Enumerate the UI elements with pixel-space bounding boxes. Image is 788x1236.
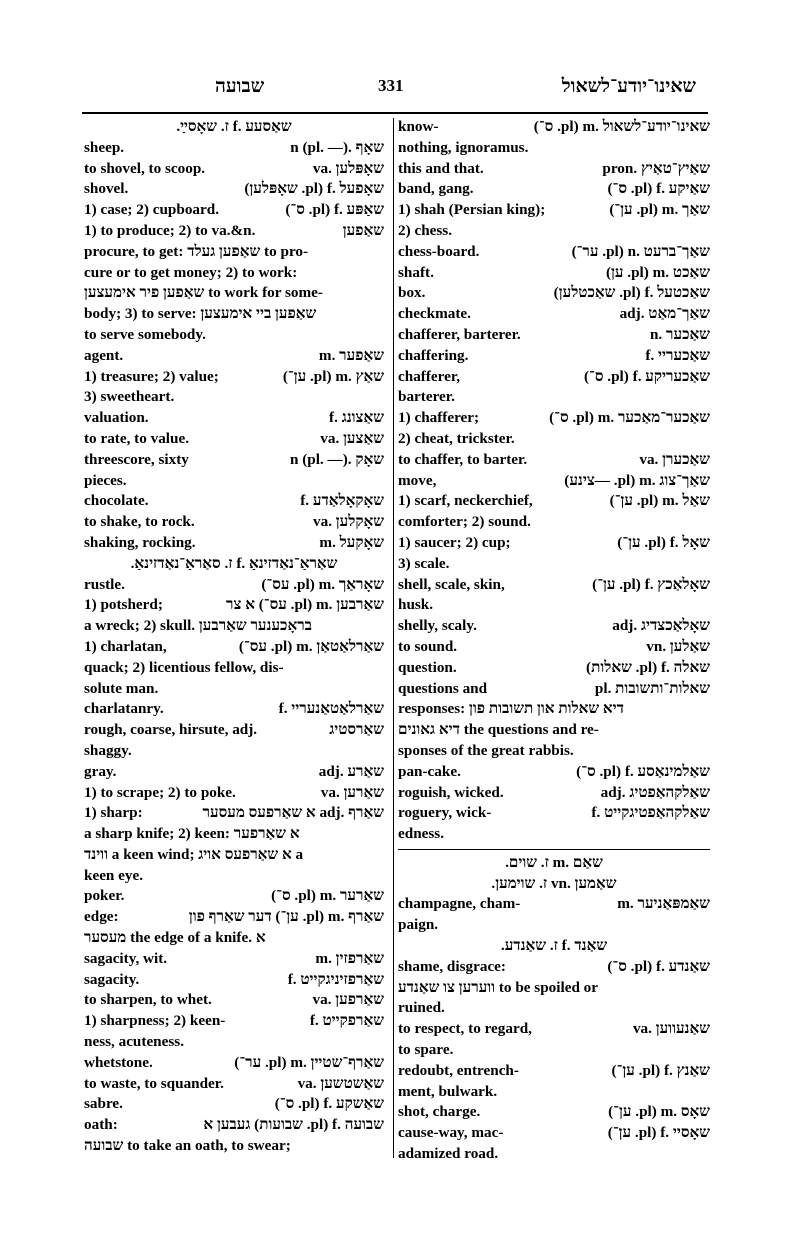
definition-continuation: שאַפען פיר אימעצען to work for some- [84, 284, 323, 302]
yiddish-headword: שאַרלאַטאַנעריי .f [278, 700, 384, 718]
section-separator [398, 849, 710, 850]
dictionary-line [398, 554, 710, 575]
yiddish-headword: שאַכעריקע .f (pl. ס־) [584, 367, 710, 385]
definition-continuation: keen eye. [84, 866, 144, 884]
english-definition: to waste, to squander. [84, 1074, 224, 1092]
english-definition: move, [398, 471, 437, 489]
dictionary-line [84, 741, 384, 762]
dictionary-line [84, 783, 384, 804]
english-definition: roguery, wick- [398, 804, 492, 822]
yiddish-headword: שאַצונג .f [329, 409, 384, 427]
definition-continuation: barterer. [398, 388, 455, 406]
english-definition: 1) treasure; 2) value; [84, 367, 219, 385]
definition-continuation: responses: דיא שאלות און תשובות פון [398, 700, 624, 718]
yiddish-headword: שאַל .m (pl. ען־) [609, 492, 710, 510]
definition-continuation: adamized road. [398, 1145, 499, 1163]
dictionary-line [398, 894, 710, 915]
yiddish-headword: שאַשקע .f (pl. ס־) [274, 1095, 384, 1113]
cross-reference-entry: שאַסעע .f ז. שאָסײַ. [176, 118, 292, 135]
dictionary-line [84, 866, 384, 887]
dictionary-line [84, 554, 384, 575]
dictionary-line [84, 1115, 384, 1136]
yiddish-headword: שאָף .n (pl. —) [290, 138, 384, 156]
dictionary-line [398, 936, 710, 957]
yiddish-headword: שאַרער .m (pl. ס־) [271, 887, 384, 905]
yiddish-headword: שאָקלען .va [313, 513, 384, 531]
dictionary-line [398, 915, 710, 936]
yiddish-headword: שאַך־ברעט .n (pl. ער־) [571, 242, 710, 260]
english-definition: to shake, to rock. [84, 513, 195, 531]
definition-continuation: a wreck; 2) skull. בראָכענער שאַרבען [84, 617, 312, 635]
yiddish-headword: שאַצען .va [320, 429, 384, 447]
english-definition: shell, scale, skin, [398, 575, 505, 593]
english-definition: 1) sharp: [84, 804, 143, 822]
english-definition: band, gang. [398, 180, 474, 198]
definition-continuation: nothing, ignoramus. [398, 138, 529, 156]
yiddish-headword: שאַלקהאַפטיג .adj [600, 783, 710, 801]
definition-continuation: מעסער the edge of a knife. א [84, 929, 266, 947]
yiddish-headword: שאַרע .adj [318, 762, 384, 780]
yiddish-headword: שאַרפען .va [312, 991, 384, 1009]
english-definition: to shovel, to scoop. [84, 159, 206, 177]
yiddish-headword: שאַכערן .va [639, 450, 710, 468]
dictionary-line [398, 853, 710, 874]
dictionary-line [398, 957, 710, 978]
yiddish-headword: שאַלקהאַפטיגקייט .f [591, 804, 710, 822]
yiddish-headword: שאלה .f (pl. שאלות) [586, 658, 710, 676]
english-definition: to chaffer, to barter. [398, 450, 528, 468]
dictionary-line [398, 762, 710, 783]
english-definition: charlatanry. [84, 700, 164, 718]
dictionary-line [398, 978, 710, 999]
english-definition: 1) to produce; 2) to va.&n. [84, 221, 256, 239]
dictionary-line [84, 346, 384, 367]
yiddish-headword: שאַיקע .f (pl. ס־) [607, 180, 710, 198]
yiddish-headword: שאַרפזין .m [315, 949, 384, 967]
yiddish-headword: שבועה .f (pl. שבועות) געבען א [203, 1116, 384, 1134]
english-definition: chocolate. [84, 492, 149, 510]
english-definition: whetstone. [84, 1053, 153, 1071]
dictionary-line [398, 159, 710, 180]
cross-reference-entry: שאַם .m ז. שוים. [505, 853, 603, 871]
dictionary-line [84, 387, 384, 408]
dictionary-line [398, 616, 710, 637]
dictionary-line [398, 263, 710, 284]
dictionary-line [398, 117, 710, 138]
english-definition: shame, disgrace: [398, 957, 506, 975]
yiddish-headword: שאלות־ותשובות .pl [594, 679, 710, 697]
dictionary-line [84, 616, 384, 637]
english-definition: chaffering. [398, 346, 469, 364]
definition-continuation: 3) sweetheart. [84, 388, 175, 406]
page-number: 331 [378, 76, 404, 95]
dictionary-line [84, 1053, 384, 1074]
dictionary-line [84, 803, 384, 824]
dictionary-line [398, 1040, 710, 1061]
dictionary-line [84, 179, 384, 200]
english-definition: chafferer, [398, 367, 460, 385]
dictionary-line [398, 637, 710, 658]
definition-continuation: שבועה to take an oath, to swear; [84, 1137, 291, 1155]
yiddish-headword: שאַפער .m [318, 346, 384, 364]
english-definition: shaking, rocking. [84, 533, 196, 551]
english-definition: box. [398, 284, 426, 302]
dictionary-line [398, 304, 710, 325]
yiddish-headword: שאַיץ־טאַיץ .pron [602, 159, 710, 177]
yiddish-headword: שאַמפּאַניער .m [617, 895, 710, 913]
english-definition: shovel. [84, 180, 129, 198]
dictionary-line [84, 658, 384, 679]
yiddish-headword: שאָפעל .f (pl. שאָפּלען) [244, 180, 384, 198]
dictionary-line [84, 429, 384, 450]
dictionary-line [84, 512, 384, 533]
english-definition: threescore, sixty [84, 450, 189, 468]
dictionary-line [398, 179, 710, 200]
dictionary-line [398, 575, 710, 596]
dictionary-line [84, 1136, 384, 1157]
dictionary-line [398, 741, 710, 762]
dictionary-line [398, 512, 710, 533]
english-definition: shot, charge. [398, 1103, 481, 1121]
dictionary-line [84, 491, 384, 512]
dictionary-line [398, 998, 710, 1019]
english-definition: 1) chafferer; [398, 409, 480, 427]
yiddish-headword: שאַך .m (pl. ען־) [609, 201, 710, 219]
dictionary-line [398, 200, 710, 221]
dictionary-line [84, 263, 384, 284]
dictionary-line [84, 471, 384, 492]
yiddish-headword: שאַרלאַטאַן .m (pl. עס־) [238, 637, 384, 655]
english-definition: 1) sharpness; 2) keen- [84, 1012, 226, 1030]
yiddish-headword: שאַכטעל .f (pl. שאַכטלען) [553, 284, 710, 302]
definition-continuation: shaggy. [84, 741, 132, 759]
english-definition: question. [398, 658, 457, 676]
header-rule [82, 112, 708, 114]
english-definition: shelly, scaly. [398, 617, 477, 635]
dictionary-line [84, 283, 384, 304]
dictionary-line [84, 304, 384, 325]
dictionary-line [84, 928, 384, 949]
definition-continuation: husk. [398, 596, 434, 614]
dictionary-line [84, 886, 384, 907]
dictionary-line [84, 824, 384, 845]
dictionary-line [398, 491, 710, 512]
dictionary-line [398, 595, 710, 616]
yiddish-headword: שאַכער־מאַכער .m (pl. ס־) [549, 409, 710, 427]
dictionary-line [398, 429, 710, 450]
dictionary-line [84, 159, 384, 180]
english-definition: 1) charlatan, [84, 637, 167, 655]
yiddish-headword: שאַפען [342, 221, 384, 239]
english-definition: 1) shah (Persian king); [398, 201, 546, 219]
yiddish-headword: שאָקעל .m [319, 533, 384, 551]
dictionary-line [398, 720, 710, 741]
yiddish-headword: שאָלאַכצדיג .adj [612, 617, 710, 635]
yiddish-headword: שאַכער .n [649, 325, 710, 343]
dictionary-line [84, 1074, 384, 1095]
dictionary-line [84, 450, 384, 471]
dictionary-line [398, 699, 710, 720]
dictionary-line [84, 325, 384, 346]
english-definition: cause-way, mac- [398, 1124, 504, 1142]
dictionary-line [84, 720, 384, 741]
yiddish-headword: שאַך־צוג .m (pl. —צינע) [564, 471, 710, 489]
english-definition: poker. [84, 887, 125, 905]
dictionary-line [398, 803, 710, 824]
dictionary-line [84, 1032, 384, 1053]
definition-continuation: quack; 2) licentious fellow, dis- [84, 658, 284, 676]
yiddish-headword: שאַכעריי .f [645, 346, 710, 364]
dictionary-line [398, 1019, 710, 1040]
english-definition: 1) potsherd; [84, 596, 163, 614]
dictionary-line [398, 387, 710, 408]
dictionary-line [398, 221, 710, 242]
english-definition: to rate, to value. [84, 429, 190, 447]
dictionary-line [398, 824, 710, 845]
left-column [84, 117, 384, 1157]
column-divider [393, 118, 394, 1158]
english-definition: oath: [84, 1116, 118, 1134]
yiddish-headword: שאַרף .adj א שאַרפעס מעסער [202, 804, 384, 822]
english-definition: champagne, cham- [398, 895, 521, 913]
english-definition: to respect, to regard, [398, 1020, 532, 1038]
cross-reference-entry: שאַנד .f ז. שאַנדע. [500, 937, 608, 955]
dictionary-line [84, 637, 384, 658]
yiddish-headword: שאָס .m (pl. ען־) [608, 1103, 710, 1121]
yiddish-headword: שאַפּע .f (pl. ס־) [285, 201, 384, 219]
page-header [0, 76, 788, 106]
yiddish-headword: שאָלאַכץ .f (pl. ען־) [592, 575, 710, 593]
english-definition: rustle. [84, 575, 125, 593]
dictionary-line [398, 471, 710, 492]
definition-continuation: דיא גאונים the questions and re- [398, 721, 599, 739]
yiddish-headword: שאַרפזיניגקייט .f [287, 970, 384, 988]
yiddish-headword: שאָראַך .m (pl. עס־) [261, 575, 384, 593]
english-definition: redoubt, entrench- [398, 1061, 519, 1079]
english-definition: chess-board. [398, 242, 480, 260]
definition-continuation: 3) scale. [398, 554, 450, 572]
dictionary-line [398, 450, 710, 471]
dictionary-line [398, 658, 710, 679]
english-definition: sabre. [84, 1095, 123, 1113]
cross-reference-entry: שאַמען .vn ז. שוימען. [491, 874, 617, 892]
dictionary-line [84, 533, 384, 554]
dictionary-line [398, 1061, 710, 1082]
dictionary-line [398, 242, 710, 263]
english-definition: checkmate. [398, 305, 471, 323]
english-definition: to sound. [398, 637, 458, 655]
yiddish-headword: שאַנץ .f (pl. ען־) [611, 1061, 710, 1079]
english-definition: chafferer, barterer. [398, 325, 521, 343]
english-definition: gray. [84, 762, 117, 780]
dictionary-line [84, 1094, 384, 1115]
dictionary-line [84, 762, 384, 783]
dictionary-line [398, 367, 710, 388]
dictionary-line [84, 575, 384, 596]
dictionary-line [84, 117, 384, 138]
right-column [398, 117, 710, 1165]
dictionary-line [398, 1102, 710, 1123]
english-definition: to sharpen, to whet. [84, 991, 212, 1009]
definition-continuation: body; 3) to serve: שאַפען ביי אימעצען [84, 305, 317, 323]
dictionary-line [398, 1123, 710, 1144]
yiddish-headword: שאַרסטיג [329, 721, 384, 739]
definition-continuation: ness, acuteness. [84, 1033, 184, 1051]
dictionary-line [84, 138, 384, 159]
dictionary-line [84, 907, 384, 928]
yiddish-headword: שאַך־מאַט .adj [619, 305, 710, 323]
header-guide-word-right: שאינו־יודע־לשאול [561, 76, 696, 97]
cross-reference-entry: שאַראַ־נאַדזינאַ .f ז. סאַראַ־נאַדזינאַ. [130, 554, 338, 572]
english-definition: 1) scarf, neckerchief, [398, 492, 533, 510]
yiddish-headword: שאָל .f (pl. ען־) [617, 533, 710, 551]
dictionary-line [84, 699, 384, 720]
english-definition: sagacity, wit. [84, 949, 168, 967]
yiddish-headword: שאָק .n (pl. —) [289, 450, 384, 468]
dictionary-line [398, 1144, 710, 1165]
yiddish-headword: שאינו־יודע־לשאול .m (pl. ס־) [533, 118, 710, 135]
definition-continuation: ruined. [398, 999, 445, 1017]
definition-continuation: sponses of the great rabbis. [398, 741, 574, 759]
yiddish-headword: שאַרבען .m (pl. עס־) א צר [225, 596, 384, 614]
definition-continuation: paign. [398, 916, 439, 934]
definition-continuation: to serve somebody. [84, 325, 206, 343]
english-definition: 1) case; 2) cupboard. [84, 201, 219, 219]
dictionary-line [398, 679, 710, 700]
yiddish-headword: שאַרען .va [320, 783, 384, 801]
definition-continuation: pieces. [84, 471, 127, 489]
dictionary-line [398, 408, 710, 429]
english-definition: know- [398, 118, 439, 135]
definition-continuation: procure, to get: שאַפען געלד to pro- [84, 242, 309, 260]
yiddish-headword: שאַכט .m (pl. ען) [605, 263, 710, 281]
definition-continuation: ווינד a keen wind; א שאַרפעס אויג a [84, 845, 304, 863]
yiddish-headword: שאַנעווען .va [632, 1020, 710, 1038]
english-definition: 1) to scrape; 2) to poke. [84, 783, 236, 801]
dictionary-line [84, 221, 384, 242]
dictionary-line [84, 595, 384, 616]
english-definition: rough, coarse, hirsute, adj. [84, 721, 258, 739]
english-definition: questions and [398, 679, 488, 697]
dictionary-line [84, 970, 384, 991]
dictionary-line [84, 367, 384, 388]
english-definition: edge: [84, 908, 119, 926]
dictionary-line [398, 783, 710, 804]
header-guide-word-left: שבועה [215, 76, 265, 97]
dictionary-line [84, 845, 384, 866]
english-definition: 1) saucer; 2) cup; [398, 533, 511, 551]
dictionary-line [84, 990, 384, 1011]
english-definition: shaft. [398, 263, 434, 281]
dictionary-line [398, 346, 710, 367]
dictionary-line [398, 1082, 710, 1103]
dictionary-line [398, 533, 710, 554]
yiddish-headword: שאַץ .m (pl. ען־) [282, 367, 384, 385]
english-definition: agent. [84, 346, 124, 364]
definition-continuation: 2) chess. [398, 221, 452, 239]
dictionary-line [84, 1011, 384, 1032]
definition-continuation: edness. [398, 825, 444, 843]
yiddish-headword: שאָסיי .f (pl. ען־) [607, 1124, 710, 1142]
dictionary-line [398, 325, 710, 346]
dictionary-line [84, 949, 384, 970]
dictionary-line [84, 200, 384, 221]
dictionary-line [398, 283, 710, 304]
definition-continuation: ווערען צו שאַנדע to be spoiled or [398, 978, 599, 996]
dictionary-line [398, 138, 710, 159]
english-definition: sheep. [84, 138, 125, 156]
yiddish-headword: שאָקאָלאַדע .f [300, 492, 384, 510]
definition-continuation: 2) cheat, trickster. [398, 429, 515, 447]
yiddish-headword: שאַשטשען .va [297, 1074, 384, 1092]
definition-continuation: ment, bulwark. [398, 1082, 498, 1100]
definition-continuation: to spare. [398, 1041, 454, 1059]
english-definition: valuation. [84, 409, 149, 427]
dictionary-line [398, 874, 710, 895]
yiddish-headword: שאַרף .m (pl. ען־) דער שאַרף פון [188, 908, 384, 926]
yiddish-headword: שאַלמינאַסע .f (pl. ס־) [576, 762, 710, 780]
definition-continuation: cure or to get money; 2) to work: [84, 263, 298, 281]
definition-continuation: comforter; 2) sound. [398, 513, 531, 531]
english-definition: roguish, wicked. [398, 783, 504, 801]
dictionary-line [84, 408, 384, 429]
yiddish-headword: שאָפּלען .va [312, 159, 384, 177]
dictionary-line [84, 242, 384, 263]
english-definition: sagacity. [84, 970, 140, 988]
english-definition: pan-cake. [398, 762, 461, 780]
english-definition: this and that. [398, 159, 484, 177]
yiddish-headword: שאַלען .vn [646, 637, 710, 655]
yiddish-headword: שאַרפקייט .f [309, 1012, 384, 1030]
yiddish-headword: שאַרף־שטיין .m (pl. ער־) [234, 1053, 384, 1071]
dictionary-line [84, 679, 384, 700]
definition-continuation: a sharp knife; 2) keen: א שאַרפער [84, 825, 300, 843]
definition-continuation: solute man. [84, 679, 159, 697]
yiddish-headword: שאַנדע .f (pl. ס־) [607, 957, 710, 975]
